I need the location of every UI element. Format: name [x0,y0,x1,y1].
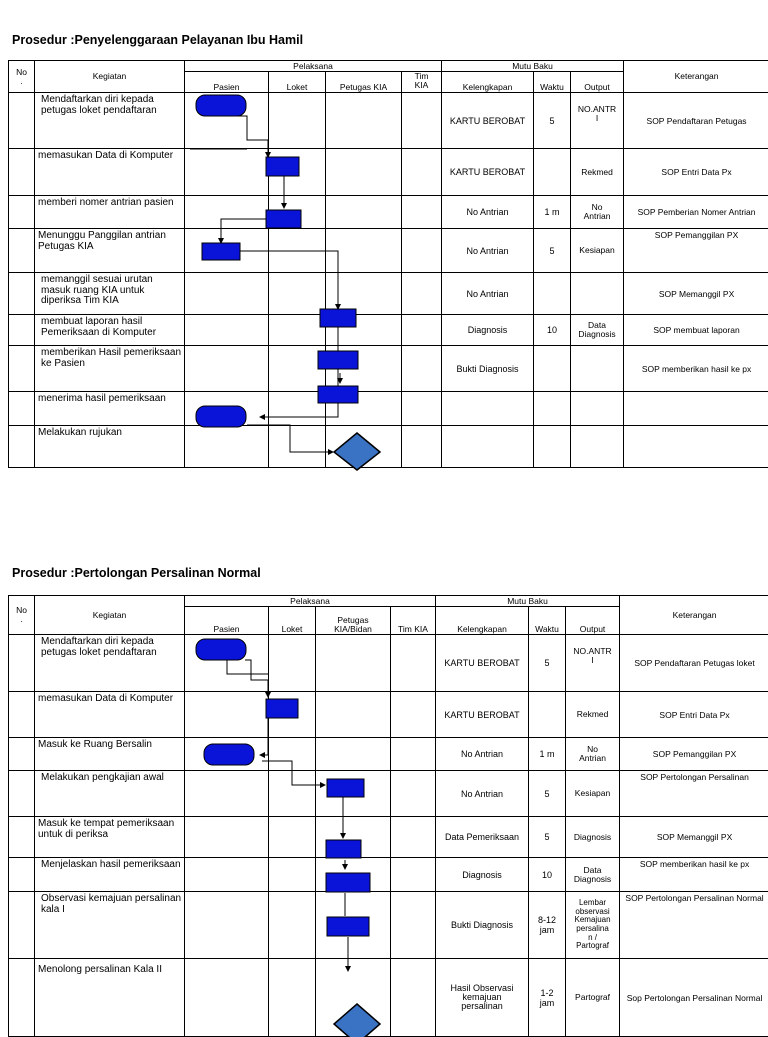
row-kegiatan: Masuk ke Ruang Bersalin [35,738,185,771]
row-output: Rekmed [566,692,620,738]
row-kegiatan: memasukan Data di Komputer [35,692,185,738]
row-keterangan: SOP Pemanggilan PX [624,229,768,273]
header-mutu-baku: Mutu Baku [442,61,624,72]
row-keterangan: SOP Entri Data Px [624,149,768,196]
row-keterangan: SOP Pendaftaran Petugas loket [620,635,768,692]
row-kegiatan: memberi nomer antrian pasien [35,196,185,229]
row-kegiatan: Masuk ke tempat pemeriksaan untuk di periksa [35,817,185,858]
row-kelengkapan: No Antrian [442,196,534,229]
row-kelengkapan: No Antrian [442,229,534,273]
row-output: Data Diagnosis [566,858,620,892]
row-waktu: 10 [529,858,566,892]
terminal-shape [204,744,254,765]
row-kegiatan: Mendaftarkan diri kepada petugas loket pendaftaran [35,635,185,692]
row-waktu: 8-12 jam [529,892,566,959]
row-waktu: 1 m [534,196,571,229]
header-kelengkapan: Kelengkapan [436,607,529,635]
procedure-title: Prosedur :Pertolongan Persalinan Normal [12,566,261,580]
process-box-shape [326,873,370,892]
header-kelengkapan: Kelengkapan [442,72,534,93]
terminal-shape [196,406,246,427]
header-waktu: Waktu [529,607,566,635]
header-role: Petugas KIA/Bidan [316,607,391,635]
row-keterangan: SOP Pertolongan Persalinan Normal [620,892,768,959]
row-kegiatan: Menunggu Panggilan antrian Petugas KIA [35,229,185,273]
header-output: Output [566,607,620,635]
row-keterangan: Sop Pertolongan Persalinan Normal [620,959,768,1037]
row-output: Lembar observasi Kemajuan persalina n / Partograf [566,892,620,959]
process-box-shape [327,779,364,797]
row-output: NO.ANTR I [566,635,620,692]
row-kegiatan: Menolong persalinan Kala II [35,959,185,1037]
row-kegiatan: menerima hasil pemeriksaan [35,392,185,426]
header-role: Loket [269,607,316,635]
header-keterangan: Keterangan [624,61,768,93]
row-keterangan: SOP Pertolongan Persalinan [620,771,768,817]
row-kegiatan: Melakukan rujukan [35,426,185,468]
row-keterangan: SOP Pemanggilan PX [620,738,768,771]
row-kelengkapan: Diagnosis [442,315,534,346]
row-keterangan: SOP Entri Data Px [620,692,768,738]
start-terminal-shape [196,95,246,116]
row-kegiatan: Melakukan pengkajian awal [35,771,185,817]
decision-diamond-shape [334,433,380,470]
row-output: Diagnosis [566,817,620,858]
process-box-shape [318,386,358,403]
row-keterangan: SOP memberikan hasil ke px [620,858,768,892]
header-keterangan: Keterangan [620,596,768,635]
row-keterangan: SOP Pendaftaran Petugas [624,93,768,149]
row-kelengkapan: KARTU BEROBAT [442,149,534,196]
row-output: Kesiapan [571,229,624,273]
process-box-shape [327,917,369,936]
procedure-title: Prosedur :Penyelenggaraan Pelayanan Ibu Hamil [12,33,304,47]
process-box-shape [326,840,361,858]
header-role: Petugas KIA [326,72,402,93]
row-waktu: 5 [534,229,571,273]
row-waktu: 1 m [529,738,566,771]
row-output: NO.ANTR I [571,93,624,149]
row-kegiatan: Menjelaskan hasil pemeriksaan [35,858,185,892]
row-kelengkapan: KARTU BEROBAT [442,93,534,149]
header-role: Tim KIA [402,72,442,93]
process-box-shape [266,157,299,176]
header-no: No . [9,61,35,93]
header-mutu-baku: Mutu Baku [436,596,620,607]
row-kelengkapan: No Antrian [436,771,529,817]
header-role: Pasien [185,72,269,93]
row-kelengkapan: Diagnosis [436,858,529,892]
row-keterangan: SOP Memanggil PX [620,817,768,858]
row-keterangan: SOP Memanggil PX [624,273,768,315]
row-kegiatan: Mendaftarkan diri kepada petugas loket pendaftaran [35,93,185,149]
process-box-shape [266,699,298,718]
row-waktu: 5 [534,93,571,149]
row-output: Rekmed [571,149,624,196]
process-box-shape [318,351,358,369]
row-kegiatan: Observasi kemajuan persalinan kala I [35,892,185,959]
row-kelengkapan: No Antrian [436,738,529,771]
header-kegiatan: Kegiatan [35,596,185,635]
row-keterangan: SOP memberikan hasil ke px [624,346,768,392]
row-output: No Antrian [571,196,624,229]
row-waktu: 5 [529,635,566,692]
process-box-shape [320,309,356,327]
header-waktu: Waktu [534,72,571,93]
row-output: No Antrian [566,738,620,771]
row-kegiatan: memanggil sesuai urutan masuk ruang KIA untuk diperiksa Tim KIA [35,273,185,315]
row-keterangan: SOP Pemberian Nomer Antrian [624,196,768,229]
row-kelengkapan: Data Pemeriksaan [436,817,529,858]
header-pelaksana: Pelaksana [185,596,436,607]
row-kelengkapan: KARTU BEROBAT [436,635,529,692]
row-output: Partograf [566,959,620,1037]
header-kegiatan: Kegiatan [35,61,185,93]
row-kegiatan: membuat laporan hasil Pemeriksaan di Komputer [35,315,185,346]
header-role: Loket [269,72,326,93]
process-box-shape [202,243,240,260]
row-kegiatan: memasukan Data di Komputer [35,149,185,196]
row-keterangan: SOP membuat laporan [624,315,768,346]
row-waktu: 10 [534,315,571,346]
row-output: Kesiapan [566,771,620,817]
row-kelengkapan: KARTU BEROBAT [436,692,529,738]
row-output: Data Diagnosis [571,315,624,346]
header-role: Pasien [185,607,269,635]
process-box-shape [266,210,301,228]
row-kelengkapan: Bukti Diagnosis [436,892,529,959]
row-waktu: 5 [529,817,566,858]
row-kelengkapan: Hasil Observasi kemajuan persalinan [436,959,529,1037]
header-output: Output [571,72,624,93]
row-kelengkapan: Bukti Diagnosis [442,346,534,392]
row-kelengkapan: No Antrian [442,273,534,315]
header-pelaksana: Pelaksana [185,61,442,72]
header-role: Tim KIA [391,607,436,635]
header-no: No . [9,596,35,635]
row-waktu: 5 [529,771,566,817]
row-waktu: 1-2 jam [529,959,566,1037]
row-kegiatan: memberikan Hasil pemeriksaan ke Pasien [35,346,185,392]
start-terminal-shape [196,639,246,660]
